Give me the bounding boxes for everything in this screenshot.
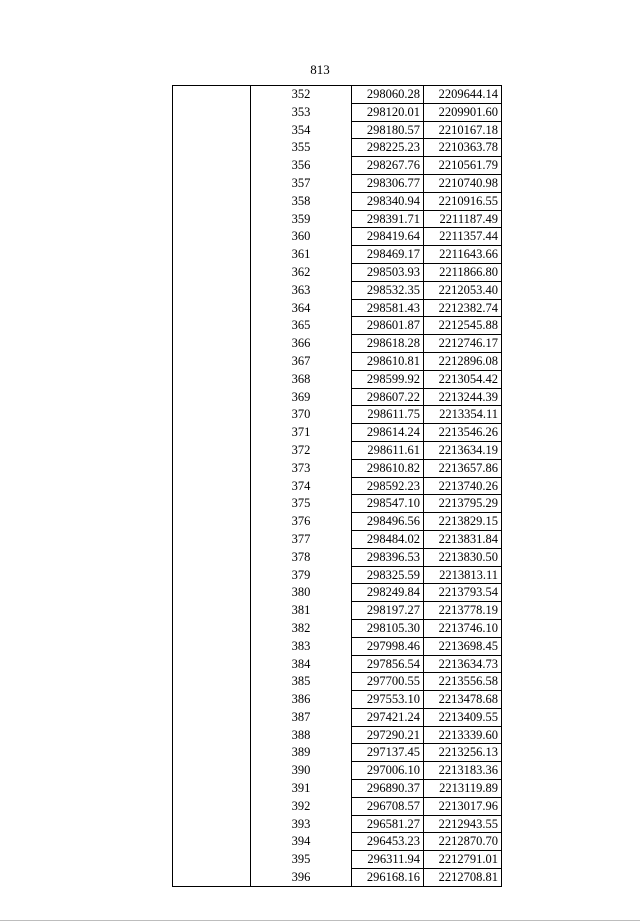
y-coordinate-cell: 2211643.66: [424, 246, 502, 264]
point-number-cell: 354: [251, 121, 352, 139]
table-row: [173, 780, 502, 798]
point-number-cell: 392: [251, 797, 352, 815]
blank-cell: [173, 388, 251, 406]
table-row: [173, 477, 502, 495]
blank-cell: [173, 441, 251, 459]
x-coordinate-cell: 296581.27: [352, 815, 424, 833]
y-coordinate-cell: 2212896.08: [424, 352, 502, 370]
x-coordinate-cell: 297290.21: [352, 726, 424, 744]
point-number-cell: 373: [251, 459, 352, 477]
x-coordinate-cell: 298306.77: [352, 174, 424, 192]
table-row: [173, 103, 502, 121]
table-row: [173, 530, 502, 548]
x-coordinate-cell: 298180.57: [352, 121, 424, 139]
point-number-cell: 365: [251, 317, 352, 335]
x-coordinate-cell: 298325.59: [352, 566, 424, 584]
x-coordinate-cell: 298225.23: [352, 139, 424, 157]
table-row: [173, 655, 502, 673]
blank-cell: [173, 192, 251, 210]
y-coordinate-cell: 2210916.55: [424, 192, 502, 210]
y-coordinate-cell: 2213119.89: [424, 780, 502, 798]
blank-cell: [173, 299, 251, 317]
table-row: [173, 548, 502, 566]
x-coordinate-cell: 296890.37: [352, 780, 424, 798]
coordinate-table-body: [173, 86, 502, 887]
table-row: [173, 317, 502, 335]
x-coordinate-cell: 298340.94: [352, 192, 424, 210]
y-coordinate-cell: 2213054.42: [424, 370, 502, 388]
blank-cell: [173, 370, 251, 388]
x-coordinate-cell: 297006.10: [352, 762, 424, 780]
table-row: [173, 691, 502, 709]
point-number-cell: 377: [251, 530, 352, 548]
point-number-cell: 387: [251, 708, 352, 726]
table-row: [173, 495, 502, 513]
point-number-cell: 378: [251, 548, 352, 566]
table-row: [173, 424, 502, 442]
table-row: [173, 299, 502, 317]
x-coordinate-cell: 296708.57: [352, 797, 424, 815]
blank-cell: [173, 691, 251, 709]
table-row: [173, 388, 502, 406]
point-number-cell: 395: [251, 851, 352, 869]
blank-cell: [173, 673, 251, 691]
table-row: [173, 263, 502, 281]
y-coordinate-cell: 2213546.26: [424, 424, 502, 442]
blank-cell: [173, 726, 251, 744]
x-coordinate-cell: 298611.61: [352, 441, 424, 459]
y-coordinate-cell: 2213740.26: [424, 477, 502, 495]
y-coordinate-cell: 2213556.58: [424, 673, 502, 691]
y-coordinate-cell: 2211187.49: [424, 210, 502, 228]
blank-cell: [173, 584, 251, 602]
point-number-cell: 386: [251, 691, 352, 709]
table-row: [173, 335, 502, 353]
point-number-cell: 385: [251, 673, 352, 691]
y-coordinate-cell: 2210167.18: [424, 121, 502, 139]
y-coordinate-cell: 2213183.36: [424, 762, 502, 780]
blank-cell: [173, 815, 251, 833]
point-number-cell: 363: [251, 281, 352, 299]
table-row: [173, 797, 502, 815]
y-coordinate-cell: 2212545.88: [424, 317, 502, 335]
blank-cell: [173, 210, 251, 228]
y-coordinate-cell: 2212053.40: [424, 281, 502, 299]
x-coordinate-cell: 298496.56: [352, 513, 424, 531]
table-row: [173, 406, 502, 424]
y-coordinate-cell: 2213813.11: [424, 566, 502, 584]
blank-cell: [173, 424, 251, 442]
x-coordinate-cell: 297553.10: [352, 691, 424, 709]
point-number-cell: 364: [251, 299, 352, 317]
table-row: [173, 441, 502, 459]
table-row: [173, 637, 502, 655]
table-row: [173, 708, 502, 726]
point-number-cell: 390: [251, 762, 352, 780]
table-row: [173, 762, 502, 780]
x-coordinate-cell: 298391.71: [352, 210, 424, 228]
y-coordinate-cell: 2213831.84: [424, 530, 502, 548]
y-coordinate-cell: 2213657.86: [424, 459, 502, 477]
y-coordinate-cell: 2212746.17: [424, 335, 502, 353]
x-coordinate-cell: 298197.27: [352, 602, 424, 620]
x-coordinate-cell: 297998.46: [352, 637, 424, 655]
table-row: [173, 86, 502, 104]
page-bottom-rule: [0, 920, 640, 921]
blank-cell: [173, 780, 251, 798]
point-number-cell: 368: [251, 370, 352, 388]
blank-cell: [173, 797, 251, 815]
point-number-cell: 370: [251, 406, 352, 424]
blank-cell: [173, 548, 251, 566]
blank-cell: [173, 246, 251, 264]
table-row: [173, 815, 502, 833]
point-number-cell: 353: [251, 103, 352, 121]
blank-cell: [173, 851, 251, 869]
table-row: [173, 833, 502, 851]
table-row: [173, 566, 502, 584]
blank-cell: [173, 513, 251, 531]
y-coordinate-cell: 2213634.19: [424, 441, 502, 459]
point-number-cell: 369: [251, 388, 352, 406]
point-number-cell: 361: [251, 246, 352, 264]
x-coordinate-cell: 298469.17: [352, 246, 424, 264]
point-number-cell: 383: [251, 637, 352, 655]
y-coordinate-cell: 2213830.50: [424, 548, 502, 566]
x-coordinate-cell: 298611.75: [352, 406, 424, 424]
table-row: [173, 459, 502, 477]
blank-cell: [173, 335, 251, 353]
x-coordinate-cell: 298267.76: [352, 157, 424, 175]
blank-cell: [173, 263, 251, 281]
point-number-cell: 367: [251, 352, 352, 370]
x-coordinate-cell: 298599.92: [352, 370, 424, 388]
table-row: [173, 513, 502, 531]
table-row: [173, 602, 502, 620]
table-row: [173, 174, 502, 192]
y-coordinate-cell: 2210740.98: [424, 174, 502, 192]
point-number-cell: 394: [251, 833, 352, 851]
blank-cell: [173, 744, 251, 762]
table-row: [173, 139, 502, 157]
x-coordinate-cell: 297856.54: [352, 655, 424, 673]
table-row: [173, 157, 502, 175]
x-coordinate-cell: 296311.94: [352, 851, 424, 869]
blank-cell: [173, 637, 251, 655]
y-coordinate-cell: 2209901.60: [424, 103, 502, 121]
blank-cell: [173, 619, 251, 637]
x-coordinate-cell: 297700.55: [352, 673, 424, 691]
blank-cell: [173, 602, 251, 620]
blank-cell: [173, 566, 251, 584]
coordinate-table: [172, 85, 502, 887]
blank-cell: [173, 655, 251, 673]
x-coordinate-cell: 298419.64: [352, 228, 424, 246]
y-coordinate-cell: 2210561.79: [424, 157, 502, 175]
point-number-cell: 362: [251, 263, 352, 281]
x-coordinate-cell: 298618.28: [352, 335, 424, 353]
y-coordinate-cell: 2211866.80: [424, 263, 502, 281]
table-row: [173, 281, 502, 299]
x-coordinate-cell: 298547.10: [352, 495, 424, 513]
table-row: [173, 869, 502, 887]
table-row: [173, 744, 502, 762]
x-coordinate-cell: 298249.84: [352, 584, 424, 602]
blank-cell: [173, 317, 251, 335]
x-coordinate-cell: 298532.35: [352, 281, 424, 299]
table-row: [173, 370, 502, 388]
x-coordinate-cell: 298105.30: [352, 619, 424, 637]
blank-cell: [173, 495, 251, 513]
x-coordinate-cell: 298060.28: [352, 86, 424, 104]
table-row: [173, 726, 502, 744]
point-number-cell: 376: [251, 513, 352, 531]
point-number-cell: 382: [251, 619, 352, 637]
y-coordinate-cell: 2213354.11: [424, 406, 502, 424]
page-number: 813: [310, 62, 330, 77]
point-number-cell: 358: [251, 192, 352, 210]
point-number-cell: 389: [251, 744, 352, 762]
table-row: [173, 352, 502, 370]
blank-cell: [173, 228, 251, 246]
x-coordinate-cell: 298601.87: [352, 317, 424, 335]
point-number-cell: 359: [251, 210, 352, 228]
y-coordinate-cell: 2209644.14: [424, 86, 502, 104]
x-coordinate-cell: 298592.23: [352, 477, 424, 495]
point-number-cell: 372: [251, 441, 352, 459]
point-number-cell: 379: [251, 566, 352, 584]
point-number-cell: 374: [251, 477, 352, 495]
y-coordinate-cell: 2213256.13: [424, 744, 502, 762]
table-row: [173, 673, 502, 691]
y-coordinate-cell: 2212382.74: [424, 299, 502, 317]
x-coordinate-cell: 298607.22: [352, 388, 424, 406]
y-coordinate-cell: 2213339.60: [424, 726, 502, 744]
point-number-cell: 384: [251, 655, 352, 673]
y-coordinate-cell: 2213244.39: [424, 388, 502, 406]
x-coordinate-cell: 297137.45: [352, 744, 424, 762]
x-coordinate-cell: 298503.93: [352, 263, 424, 281]
blank-cell: [173, 139, 251, 157]
x-coordinate-cell: 296168.16: [352, 869, 424, 887]
x-coordinate-cell: 298614.24: [352, 424, 424, 442]
point-number-cell: 352: [251, 86, 352, 104]
blank-cell: [173, 121, 251, 139]
point-number-cell: 381: [251, 602, 352, 620]
y-coordinate-cell: 2213793.54: [424, 584, 502, 602]
point-number-cell: 393: [251, 815, 352, 833]
x-coordinate-cell: 296453.23: [352, 833, 424, 851]
point-number-cell: 380: [251, 584, 352, 602]
table-row: [173, 584, 502, 602]
point-number-cell: 371: [251, 424, 352, 442]
x-coordinate-cell: 298484.02: [352, 530, 424, 548]
blank-cell: [173, 869, 251, 887]
blank-cell: [173, 281, 251, 299]
blank-cell: [173, 459, 251, 477]
table-row: [173, 246, 502, 264]
table-row: [173, 851, 502, 869]
y-coordinate-cell: 2213795.29: [424, 495, 502, 513]
table-row: [173, 192, 502, 210]
blank-cell: [173, 530, 251, 548]
point-number-cell: 366: [251, 335, 352, 353]
y-coordinate-cell: 2210363.78: [424, 139, 502, 157]
y-coordinate-cell: 2213409.55: [424, 708, 502, 726]
point-number-cell: 360: [251, 228, 352, 246]
point-number-cell: 357: [251, 174, 352, 192]
table-row: [173, 228, 502, 246]
y-coordinate-cell: 2213698.45: [424, 637, 502, 655]
blank-cell: [173, 103, 251, 121]
y-coordinate-cell: 2212943.55: [424, 815, 502, 833]
table-row: [173, 619, 502, 637]
blank-cell: [173, 477, 251, 495]
y-coordinate-cell: 2212791.01: [424, 851, 502, 869]
x-coordinate-cell: 298610.81: [352, 352, 424, 370]
y-coordinate-cell: 2212708.81: [424, 869, 502, 887]
y-coordinate-cell: 2213017.96: [424, 797, 502, 815]
x-coordinate-cell: 297421.24: [352, 708, 424, 726]
point-number-cell: 388: [251, 726, 352, 744]
y-coordinate-cell: 2213634.73: [424, 655, 502, 673]
y-coordinate-cell: 2213829.15: [424, 513, 502, 531]
x-coordinate-cell: 298610.82: [352, 459, 424, 477]
blank-cell: [173, 174, 251, 192]
blank-cell: [173, 762, 251, 780]
y-coordinate-cell: 2212870.70: [424, 833, 502, 851]
y-coordinate-cell: 2213778.19: [424, 602, 502, 620]
blank-cell: [173, 708, 251, 726]
x-coordinate-cell: 298581.43: [352, 299, 424, 317]
y-coordinate-cell: 2213478.68: [424, 691, 502, 709]
blank-cell: [173, 352, 251, 370]
y-coordinate-cell: 2211357.44: [424, 228, 502, 246]
blank-cell: [173, 833, 251, 851]
point-number-cell: 356: [251, 157, 352, 175]
table-row: [173, 121, 502, 139]
point-number-cell: 375: [251, 495, 352, 513]
point-number-cell: 355: [251, 139, 352, 157]
y-coordinate-cell: 2213746.10: [424, 619, 502, 637]
point-number-cell: 396: [251, 869, 352, 887]
table-row: [173, 210, 502, 228]
blank-cell: [173, 157, 251, 175]
blank-cell: [173, 406, 251, 424]
point-number-cell: 391: [251, 780, 352, 798]
x-coordinate-cell: 298120.01: [352, 103, 424, 121]
blank-cell: [173, 86, 251, 104]
x-coordinate-cell: 298396.53: [352, 548, 424, 566]
